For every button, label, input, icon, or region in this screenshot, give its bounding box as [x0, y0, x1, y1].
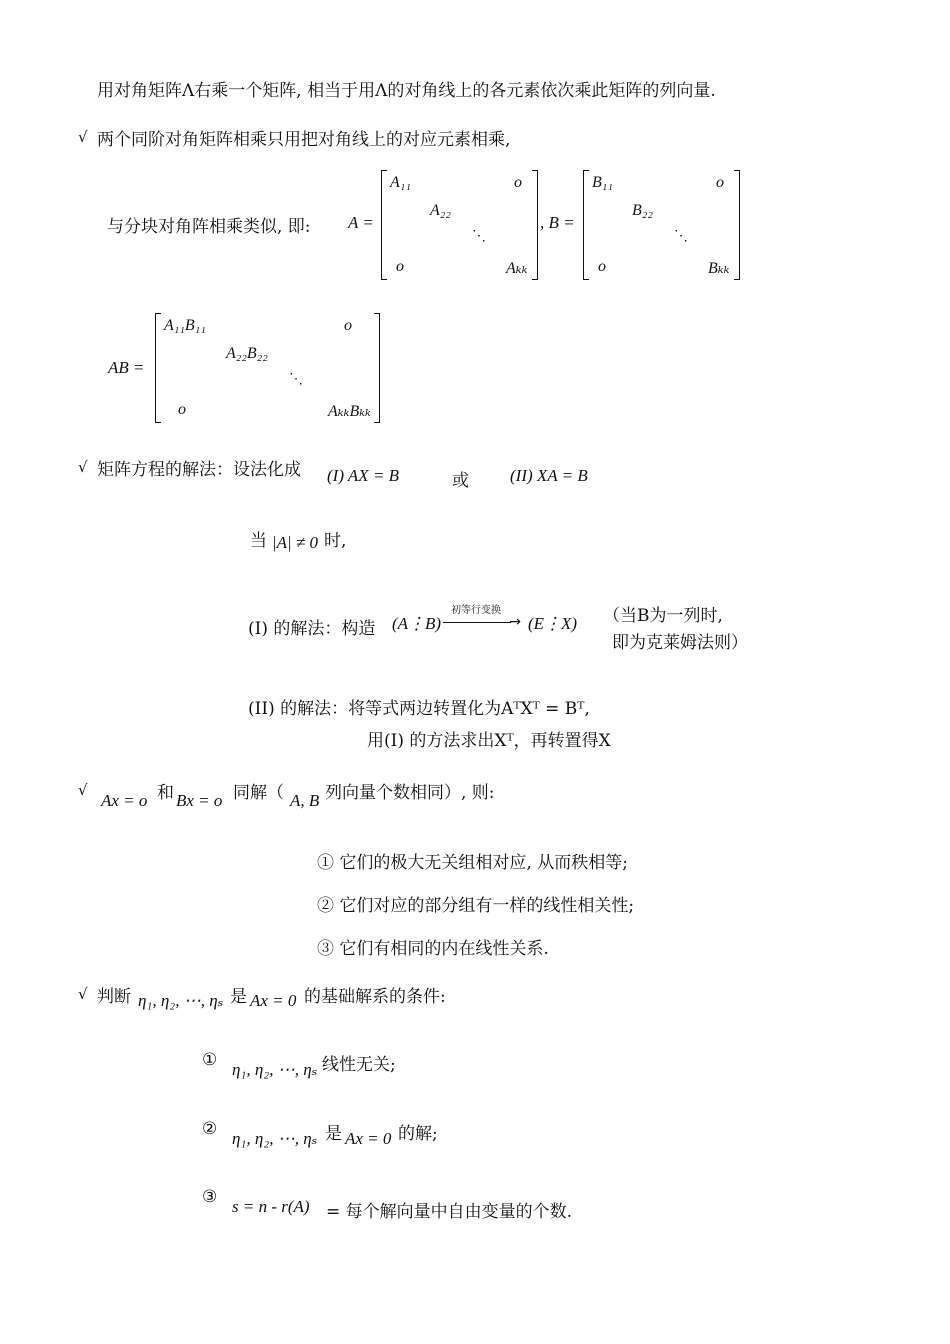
section4-vectors: η₁, η₂, ⋯, ηₛ [138, 991, 224, 1010]
condition3-number: ③ [202, 1187, 218, 1207]
matrix-a-label: A = [348, 213, 374, 232]
row-transform-label: 初等行变换 [451, 604, 501, 616]
augmented-matrix-right: (E⋮X) [528, 614, 578, 633]
matrix-a-dots: ⋱ [472, 229, 486, 244]
matrix-a-zero-top: o [514, 174, 522, 191]
row-transform-arrow [443, 604, 521, 631]
check-mark-1: √ [78, 128, 88, 146]
section4-prefix: 判断 [97, 987, 131, 1007]
section3-text1: 同解（ [233, 783, 284, 803]
condition1-number: ① [202, 1050, 218, 1070]
equation-case2: (II) XA = B [510, 466, 588, 485]
matrix-a-a22: A₂₂ [430, 202, 451, 219]
solution1-note-line2: 即为克莱姆法则） [612, 633, 748, 653]
check-mark-4: √ [78, 985, 88, 1003]
solution2-line1: (II) 的解法：将等式两边转置化为AᵀXᵀ = Bᵀ, [248, 699, 590, 719]
or-text: 或 [452, 471, 469, 491]
equation-ax-o: Ax = o [101, 791, 148, 810]
section4-suffix: 的基础解系的条件: [304, 987, 446, 1007]
condition2-vectors: η₁, η₂, ⋯, ηₛ [232, 1129, 318, 1148]
section3-item2: ② 它们对应的部分组有一样的线性相关性; [317, 896, 635, 916]
check-mark-3: √ [78, 781, 88, 799]
matrix-b-bkk: Bₖₖ [708, 260, 730, 277]
matrix-ab-c11: A₁₁B₁₁ [164, 317, 206, 334]
matrix-b-b11: B₁₁ [592, 174, 613, 191]
matrix-ab [155, 313, 380, 423]
matrix-a [381, 170, 538, 280]
intro-line: 用对角矩阵Λ右乘一个矩阵, 相当于用Λ的对角线上的各元素依次乘此矩阵的列向量. [97, 81, 716, 101]
condition2-is: 是 [325, 1124, 342, 1144]
section2-text: 矩阵方程的解法：设法化成 [97, 460, 301, 480]
condition1-text: 线性无关; [322, 1055, 396, 1075]
and-text: 和 [157, 783, 174, 803]
matrix-ab-zero-top: o [344, 317, 352, 334]
equation-bx-o: Bx = o [176, 791, 223, 810]
condition1-vectors: η₁, η₂, ⋯, ηₛ [232, 1060, 318, 1079]
condition3-equation: s = n - r(A) [232, 1197, 310, 1216]
check-mark-2: √ [78, 458, 88, 476]
matrix-a-zero-bottom: o [396, 258, 404, 275]
matrix-b-zero-bottom: o [598, 258, 606, 275]
matrix-b [583, 170, 740, 280]
section4-is: 是 [230, 987, 247, 1007]
matrix-a-a11: A₁₁ [390, 174, 411, 191]
solution1-note-line1: （当B为一列时, [603, 606, 723, 626]
augmented-matrix-left: (A⋮B) [392, 614, 442, 633]
matrix-a-akk: Aₖₖ [506, 260, 528, 277]
condition2-number: ② [202, 1119, 218, 1139]
right-arrow-icon: → [509, 613, 521, 630]
section3-text2: 列向量个数相同）, 则: [325, 783, 495, 803]
section1-similar-text: 与分块对角阵相乘类似, 即: [107, 217, 311, 237]
condition2-text: 的解; [398, 1124, 438, 1144]
condition3-text: = 每个解向量中自由变量的个数. [326, 1202, 573, 1222]
matrix-ab-zero-bottom: o [178, 401, 186, 418]
condition2-equation: Ax = 0 [345, 1129, 392, 1148]
matrix-ab-dots: ⋱ [289, 372, 303, 387]
section3-item3: ③ 它们有相同的内在线性关系. [317, 939, 549, 959]
section1-text: 两个同阶对角矩阵相乘只用把对角线上的对应元素相乘, [97, 130, 511, 150]
section3-item1: ① 它们的极大无关组相对应, 从而秩相等; [317, 853, 628, 873]
when-prefix: 当 [250, 531, 267, 551]
matrix-b-label: , B = [540, 213, 575, 232]
equation-case1: (I) AX = B [327, 466, 400, 485]
determinant-condition: |A| ≠ 0 [272, 533, 319, 552]
matrix-ab-ckk: AₖₖBₖₖ [328, 403, 371, 420]
matrix-b-b22: B₂₂ [632, 202, 653, 219]
when-suffix: 时, [324, 531, 347, 551]
matrix-ab-c22: A₂₂B₂₂ [226, 345, 268, 362]
matrix-ab-label: AB = [108, 358, 145, 377]
section4-equation: Ax = 0 [250, 991, 297, 1010]
solution2-line2: 用(I) 的方法求出Xᵀ，再转置得X [367, 731, 611, 751]
matrix-b-dots: ⋱ [674, 229, 688, 244]
section3-ab: A, B [290, 791, 320, 810]
solution1-prefix: (I) 的解法：构造 [248, 619, 376, 639]
matrix-b-zero-top: o [716, 174, 724, 191]
